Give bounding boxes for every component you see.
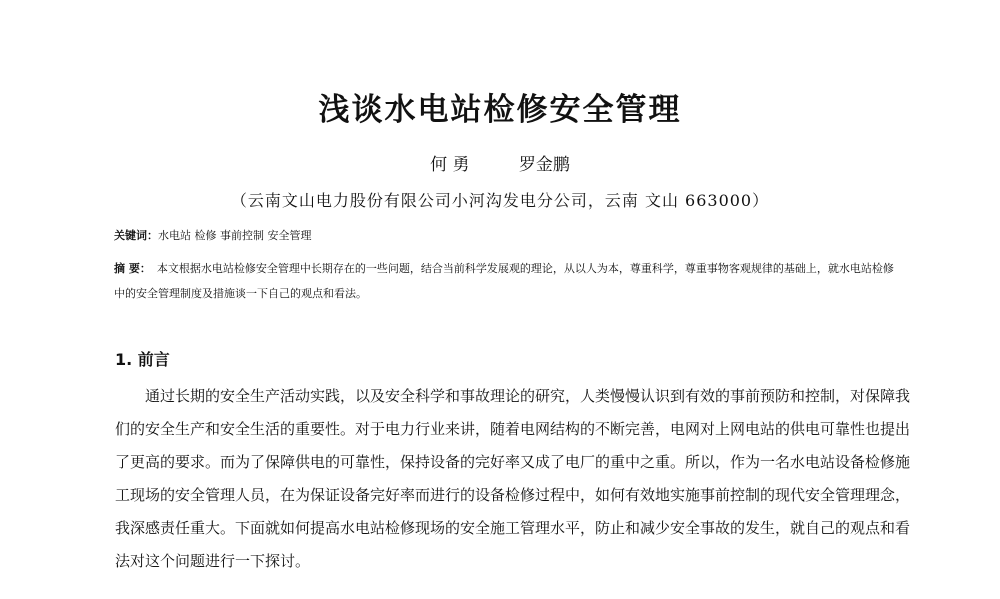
abstract-label: 摘 要： [114,262,151,275]
keywords-text: 水电站 检修 事前控制 安全管理 [158,229,312,242]
abstract-text: 本文根据水电站检修安全管理中长期存在的一些问题，结合当前科学发展观的理论，从以人为本，尊重科学，尊重事物客观规律的基础上，就水电站检修中的安全管理制度及措施谈一下自己的观点和看法。 [114,262,894,300]
section-heading: 1. 前言 [115,350,170,369]
abstract [114,256,904,306]
keywords-label: 关键词： [114,229,158,242]
paper-title: 浅谈水电站检修安全管理 [318,92,682,128]
section-paragraph: 通过长期的安全生产活动实践，以及安全科学和事故理论的研究，人类慢慢认识到有效的事前预防和控制，对保障我们的安全生产和安全生活的重要性。对于电力行业来讲，随着电网结构的不断完善，电网对上网电站的供电可靠性也提出了更高的要求。而为了保障供电的可靠性，保持设备的完好率又成了电厂的重中之重。所以，作为一名水电站设备检修施工现场的安全管理人员，在为保证设备完好率而进行的设备检修过程中，如何有效地实施事前控制的现代安全管理理念，我深感责任重大。下面就如何提高水电站检修现场的安全施工管理水平，防止和减少安全事故的发生，就自己的观点和看法对这个问题进行一下探讨。 [115,387,911,570]
keywords-line [114,227,914,243]
author-name: 何 勇 [430,155,470,175]
affiliation: （云南文山电力股份有限公司小河沟发电分公司，云南 文山 663000） [230,191,770,210]
author-list [0,150,1000,175]
author-name: 罗金鹏 [518,155,570,175]
